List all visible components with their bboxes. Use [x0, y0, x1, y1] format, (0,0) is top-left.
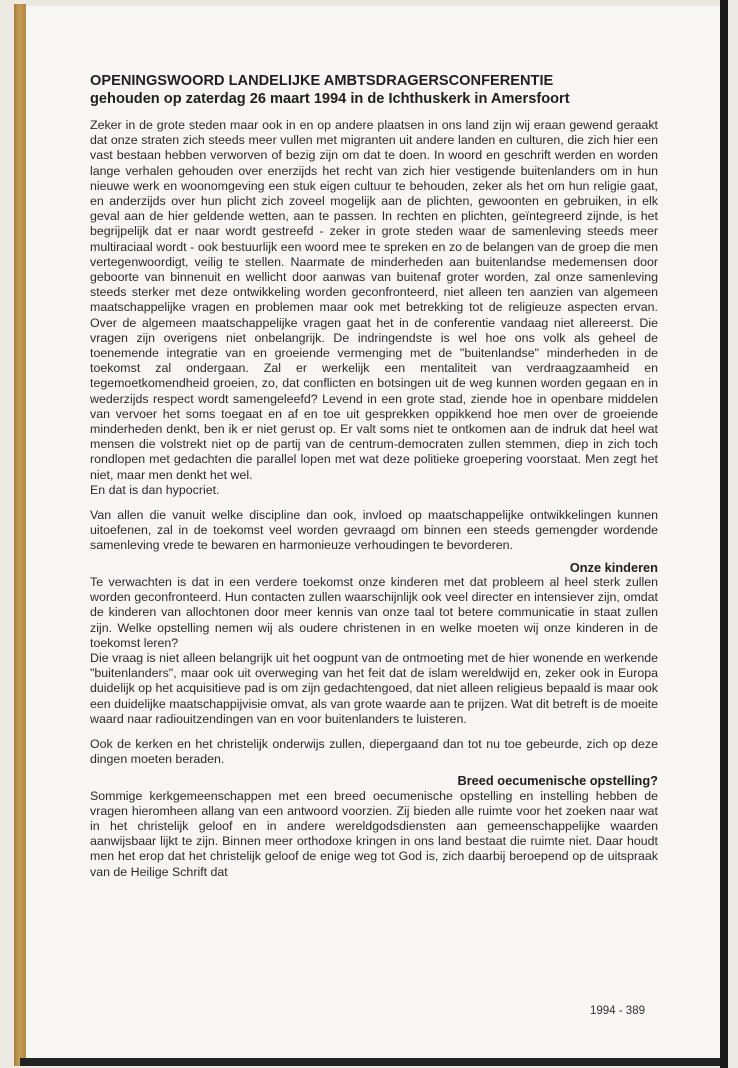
article: [90, 72, 658, 880]
page-number: 1994 - 389: [590, 1005, 645, 1017]
article-title: OPENINGSWOORD LANDELIJKE AMBTSDRAGERSCONFERENTIE: [90, 73, 554, 89]
paragraph-churches: Ook de kerken en het christelijk onderwijs zullen, diepergaand dan tot nu toe gebeurde, zich op deze dingen moeten beraden.: [90, 736, 658, 767]
section-heading-onze-kinderen: Onze kinderen: [569, 559, 658, 575]
page-edge-shadow: [720, 0, 728, 1068]
section-heading-oecumenisch: Breed oecumenische opstelling?: [457, 773, 658, 789]
article-subtitle: gehouden op zaterdag 26 maart 1994 in de Ichthuskerk in Amersfoort: [90, 91, 570, 107]
binding-strip: [14, 4, 26, 1066]
paragraph-influence: Van allen die vanuit welke discipline dan ook, invloed op maatschappelijke ontwikkelingen kunnen uitoefenen, zal in de toekomst veel worden gevraagd om binnen een steeds gemengder wordende samenleving vrede te bewaren en harmonieuze verhoudingen te bevorderen.: [90, 508, 658, 553]
paragraph-oecumenisch: Sommige kerkgemeenschappen met een breed oecumenische opstelling en instelling hebben de vragen hieromheen allang van een antwoord voorzien. Zij bieden alle ruimte voor het zoeken naar wat in het christelijk geloof en in andere wereldgodsdiensten aan gemeenschappelijke waarden aanwijsbaar lijkt te zijn. Binnen meer orthodoxe kringen in ons land bestaat die ruimte niet. Daar houdt men het erop dat het christelijk geloof de enige weg tot God is, zich daarbij beroepend op de uitspraak van de Heilige Schrift dat: [90, 788, 658, 879]
paragraph-intro: Zeker in de grote steden maar ook in en op andere plaatsen in ons land zijn wij eraan gewend geraakt dat onze straten zich steeds meer vullen met migranten uit andere landen en culturen, die zich hier een vast bestaan hebben verworven of bezig zijn om dat te doen. In woord en geschrift werden en worden lange verhalen gehouden over enerzijds het recht van zich hier vestigende buitenlanders om in hun nieuwe werk en woonomgeving een stuk eigen cultuur te behouden, zeker als het om hun religie gaat, en anderzijds over hun plicht zich zoveel mogelijk aan de plichten, gewoonten en gebruiken, in elk geval aan de hier geldende wetten, aan te passen. In rechten en plichten, geïntegreerd zijnde, is het begrijpelijk dat er naar wordt gestreefd - zeker in grote steden waar de samenleving steeds meer multiraciaal wordt - ook bestuurlijk een woord mee te spreken en zo de belangen van de groep die men vertegenwoordigt, veilig te stellen. Naarmate de minderheden aan buitenlandse medemensen door geboorte van binnenuit en wellicht door aanwas van buitenaf groter worden, zal onze samenleving steeds sterker met deze ontwikkeling worden geconfronteerd, niet alleen ten aanzien van algemeen maatschappelijke vragen en problemen maar ook met betrekking tot de religieuze aspecten ervan. Over de algemeen maatschappelijke vragen gaat het in de conferentie vandaag niet allereerst. Die vragen zijn overigens niet onbelangrijk. De indringendste is wel hoe ons volk als geheel de toenemende integratie van en groeiende vermenging met de "buitenlandse" minderheden in de toekomst zal ondergaan. Zal er werkelijk een mentaliteit van verdraagzaamheid en tegemoetkomendheid groeien, zo, dat conflicten en botsingen uit de weg kunnen worden gegaan en in wederzijds respect wordt samengeleefd? Levend in een grote stad, ziende hoe in openbare middelen van vervoer het soms toegaat en af en toe uit gesprekken oppikkend hoe men over de groeiende minderheden denkt, ben ik er niet gerust op. Er valt soms niet te ontkomen aan de indruk dat heel wat mensen die volstrekt niet op de partij van de centrum-democraten zullen stemmen, diep in zich toch rondlopen met gedachten die parallel lopen met wat deze politieke groepering voorstaat. Men zegt het niet, maar men denkt het wel.: [90, 118, 658, 482]
page-bottom-edge: [20, 1058, 720, 1066]
paragraph-hypocrisy: En dat is dan hypocriet.: [90, 482, 220, 497]
paragraph-children: Te verwachten is dat in een verdere toekomst onze kinderen met dat probleem al heel sterk zullen worden geconfronteerd. Hun contacten zullen waarschijnlijk ook veel directer en intensiever zijn, omdat de kinderen van allochtonen door meer kennis van onze taal tot betere communicatie in staat zullen zijn. Welke opstelling nemen wij als oudere christenen in en welke moeten wij onze kinderen in de toekomst leren?: [90, 574, 658, 650]
paragraph-islam: Die vraag is niet alleen belangrijk uit het oogpunt van de ontmoeting met de hier wonende en werkende "buitenlanders", maar ook uit overweging van het feit dat de islam wereldwijd en, zeker ook in Europa duidelijk op het acquisitieve pad is om zijn gedachtengoed, dat niet alleen religieus bepaald is maar ook een duidelijke maatschappijvisie omvat, als van grote waarde aan te prijzen. Wat dit betreft is de moeite waard naar radiouitzendingen van en voor buitenlanders te luisteren.: [90, 650, 658, 726]
